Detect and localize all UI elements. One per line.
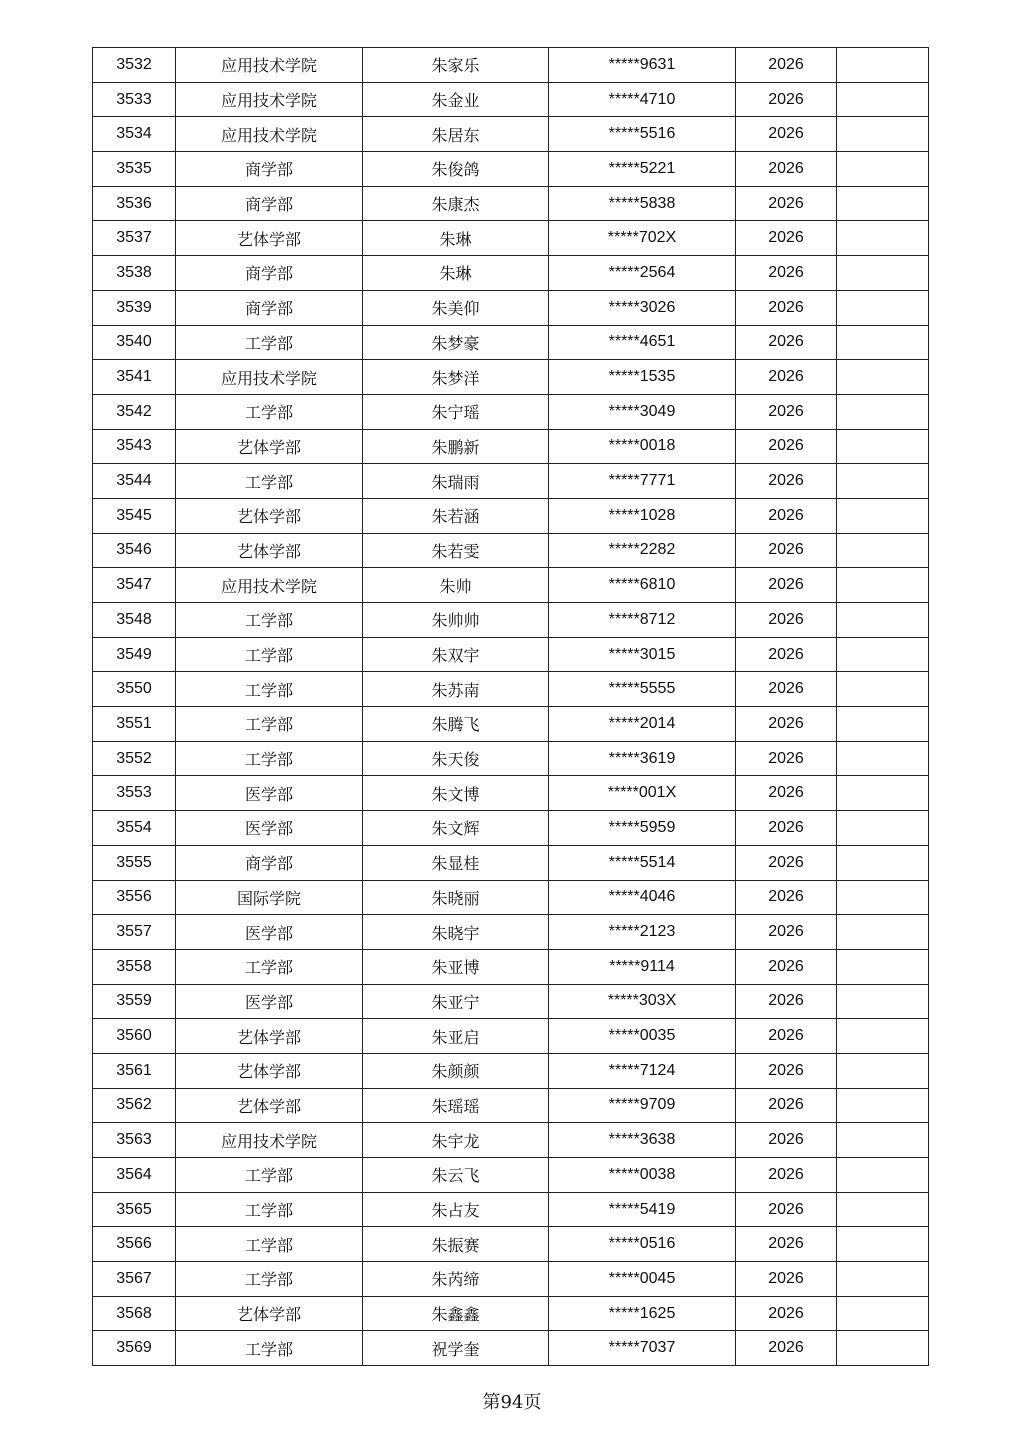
year-cell: 2026 [736,880,837,915]
note-cell [837,360,929,395]
masked-id-cell: *****1625 [549,1296,736,1331]
year-cell: 2026 [736,1088,837,1123]
department-cell: 商学部 [176,845,363,880]
year-cell: 2026 [736,498,837,533]
table-row [93,672,929,707]
student-name-cell: 朱天俊 [363,741,549,776]
department-cell: 商学部 [176,152,363,187]
student-name-cell: 朱鑫鑫 [363,1296,549,1331]
note-cell [837,1053,929,1088]
masked-id-cell: *****1028 [549,498,736,533]
year-cell: 2026 [736,152,837,187]
roster-table-body [93,48,929,1366]
row-number-cell: 3566 [93,1227,176,1262]
department-cell: 医学部 [176,811,363,846]
student-name-cell: 朱苏南 [363,672,549,707]
note-cell [837,256,929,291]
student-name-cell: 朱亚博 [363,949,549,984]
note-cell [837,186,929,221]
masked-id-cell: *****3619 [549,741,736,776]
masked-id-cell: *****3638 [549,1123,736,1158]
masked-id-cell: *****5514 [549,845,736,880]
year-cell: 2026 [736,256,837,291]
table-row [93,221,929,256]
note-cell [837,429,929,464]
department-cell: 工学部 [176,1331,363,1366]
masked-id-cell: *****0045 [549,1262,736,1297]
student-name-cell: 朱梦豪 [363,325,549,360]
masked-id-cell: *****6810 [549,568,736,603]
student-name-cell: 朱居东 [363,117,549,152]
note-cell [837,48,929,83]
year-cell: 2026 [736,82,837,117]
masked-id-cell: *****3026 [549,290,736,325]
table-row [93,533,929,568]
student-name-cell: 朱颜颜 [363,1053,549,1088]
note-cell [837,117,929,152]
note-cell [837,82,929,117]
department-cell: 国际学院 [176,880,363,915]
department-cell: 应用技术学院 [176,568,363,603]
department-cell: 商学部 [176,290,363,325]
table-row [93,1158,929,1193]
row-number-cell: 3539 [93,290,176,325]
department-cell: 艺体学部 [176,1053,363,1088]
row-number-cell: 3534 [93,117,176,152]
row-number-cell: 3559 [93,984,176,1019]
year-cell: 2026 [736,290,837,325]
year-cell: 2026 [736,672,837,707]
row-number-cell: 3550 [93,672,176,707]
masked-id-cell: *****2014 [549,707,736,742]
masked-id-cell: *****5516 [549,117,736,152]
row-number-cell: 3548 [93,603,176,638]
masked-id-cell: *****5221 [549,152,736,187]
row-number-cell: 3569 [93,1331,176,1366]
year-cell: 2026 [736,429,837,464]
department-cell: 艺体学部 [176,221,363,256]
masked-id-cell: *****4046 [549,880,736,915]
table-row [93,603,929,638]
department-cell: 医学部 [176,915,363,950]
row-number-cell: 3547 [93,568,176,603]
year-cell: 2026 [736,117,837,152]
note-cell [837,152,929,187]
department-cell: 应用技术学院 [176,1123,363,1158]
year-cell: 2026 [736,811,837,846]
row-number-cell: 3549 [93,637,176,672]
year-cell: 2026 [736,464,837,499]
student-name-cell: 朱琳 [363,221,549,256]
table-row [93,82,929,117]
row-number-cell: 3535 [93,152,176,187]
row-number-cell: 3542 [93,394,176,429]
department-cell: 工学部 [176,603,363,638]
year-cell: 2026 [736,949,837,984]
student-name-cell: 朱美仰 [363,290,549,325]
year-cell: 2026 [736,845,837,880]
row-number-cell: 3561 [93,1053,176,1088]
note-cell [837,1296,929,1331]
masked-id-cell: *****9709 [549,1088,736,1123]
year-cell: 2026 [736,394,837,429]
note-cell [837,880,929,915]
masked-id-cell: *****4710 [549,82,736,117]
note-cell [837,533,929,568]
masked-id-cell: *****3015 [549,637,736,672]
masked-id-cell: *****5838 [549,186,736,221]
year-cell: 2026 [736,325,837,360]
department-cell: 医学部 [176,984,363,1019]
year-cell: 2026 [736,1331,837,1366]
department-cell: 工学部 [176,394,363,429]
department-cell: 艺体学部 [176,429,363,464]
department-cell: 工学部 [176,707,363,742]
note-cell [837,1262,929,1297]
table-row [93,880,929,915]
student-name-cell: 朱琳 [363,256,549,291]
table-row [93,845,929,880]
department-cell: 艺体学部 [176,1088,363,1123]
roster-table [92,47,929,1366]
student-name-cell: 祝学奎 [363,1331,549,1366]
department-cell: 艺体学部 [176,1019,363,1054]
department-cell: 医学部 [176,776,363,811]
note-cell [837,603,929,638]
table-row [93,464,929,499]
student-name-cell: 朱文博 [363,776,549,811]
department-cell: 工学部 [176,1262,363,1297]
table-row [93,117,929,152]
masked-id-cell: *****7037 [549,1331,736,1366]
note-cell [837,394,929,429]
department-cell: 商学部 [176,256,363,291]
student-name-cell: 朱显桂 [363,845,549,880]
note-cell [837,845,929,880]
page-number: 第94页 [482,1392,542,1413]
row-number-cell: 3562 [93,1088,176,1123]
note-cell [837,984,929,1019]
year-cell: 2026 [736,1227,837,1262]
year-cell: 2026 [736,1192,837,1227]
year-cell: 2026 [736,1123,837,1158]
student-name-cell: 朱若涵 [363,498,549,533]
department-cell: 工学部 [176,1158,363,1193]
masked-id-cell: *****2564 [549,256,736,291]
row-number-cell: 3567 [93,1262,176,1297]
note-cell [837,325,929,360]
department-cell: 工学部 [176,1227,363,1262]
note-cell [837,915,929,950]
department-cell: 应用技术学院 [176,82,363,117]
year-cell: 2026 [736,186,837,221]
department-cell: 艺体学部 [176,498,363,533]
table-row [93,1331,929,1366]
student-name-cell: 朱占友 [363,1192,549,1227]
student-name-cell: 朱瑶瑶 [363,1088,549,1123]
masked-id-cell: *****1535 [549,360,736,395]
masked-id-cell: *****0018 [549,429,736,464]
department-cell: 应用技术学院 [176,360,363,395]
department-cell: 工学部 [176,672,363,707]
note-cell [837,1088,929,1123]
table-row [93,325,929,360]
table-row [93,394,929,429]
masked-id-cell: *****303X [549,984,736,1019]
row-number-cell: 3557 [93,915,176,950]
year-cell: 2026 [736,984,837,1019]
student-name-cell: 朱若雯 [363,533,549,568]
department-cell: 应用技术学院 [176,117,363,152]
student-name-cell: 朱晓宇 [363,915,549,950]
row-number-cell: 3532 [93,48,176,83]
student-name-cell: 朱俊鸽 [363,152,549,187]
year-cell: 2026 [736,568,837,603]
year-cell: 2026 [736,48,837,83]
row-number-cell: 3536 [93,186,176,221]
department-cell: 艺体学部 [176,533,363,568]
row-number-cell: 3541 [93,360,176,395]
year-cell: 2026 [736,221,837,256]
row-number-cell: 3553 [93,776,176,811]
table-row [93,568,929,603]
department-cell: 工学部 [176,1192,363,1227]
row-number-cell: 3568 [93,1296,176,1331]
table-row [93,949,929,984]
table-row [93,1262,929,1297]
note-cell [837,568,929,603]
row-number-cell: 3537 [93,221,176,256]
year-cell: 2026 [736,707,837,742]
year-cell: 2026 [736,1053,837,1088]
table-row [93,1227,929,1262]
student-name-cell: 朱鹏新 [363,429,549,464]
masked-id-cell: *****001X [549,776,736,811]
year-cell: 2026 [736,603,837,638]
year-cell: 2026 [736,1019,837,1054]
masked-id-cell: *****0038 [549,1158,736,1193]
note-cell [837,290,929,325]
table-row [93,1192,929,1227]
table-row [93,741,929,776]
year-cell: 2026 [736,533,837,568]
row-number-cell: 3560 [93,1019,176,1054]
table-row [93,637,929,672]
department-cell: 工学部 [176,464,363,499]
row-number-cell: 3545 [93,498,176,533]
year-cell: 2026 [736,360,837,395]
masked-id-cell: *****7124 [549,1053,736,1088]
year-cell: 2026 [736,915,837,950]
table-row [93,1123,929,1158]
department-cell: 商学部 [176,186,363,221]
department-cell: 工学部 [176,637,363,672]
student-name-cell: 朱梦洋 [363,360,549,395]
student-name-cell: 朱亚启 [363,1019,549,1054]
year-cell: 2026 [736,1158,837,1193]
note-cell [837,1331,929,1366]
masked-id-cell: *****702X [549,221,736,256]
table-row [93,915,929,950]
note-cell [837,1019,929,1054]
table-row [93,776,929,811]
note-cell [837,1192,929,1227]
row-number-cell: 3552 [93,741,176,776]
masked-id-cell: *****7771 [549,464,736,499]
department-cell: 工学部 [176,741,363,776]
student-name-cell: 朱文辉 [363,811,549,846]
student-name-cell: 朱宇龙 [363,1123,549,1158]
table-row [93,256,929,291]
row-number-cell: 3565 [93,1192,176,1227]
student-name-cell: 朱瑞雨 [363,464,549,499]
student-name-cell: 朱宁瑶 [363,394,549,429]
note-cell [837,498,929,533]
table-row [93,1019,929,1054]
department-cell: 艺体学部 [176,1296,363,1331]
row-number-cell: 3540 [93,325,176,360]
table-row [93,498,929,533]
masked-id-cell: *****0035 [549,1019,736,1054]
student-name-cell: 朱晓丽 [363,880,549,915]
masked-id-cell: *****9631 [549,48,736,83]
row-number-cell: 3558 [93,949,176,984]
student-name-cell: 朱振赛 [363,1227,549,1262]
row-number-cell: 3554 [93,811,176,846]
note-cell [837,776,929,811]
row-number-cell: 3556 [93,880,176,915]
row-number-cell: 3551 [93,707,176,742]
masked-id-cell: *****5959 [549,811,736,846]
masked-id-cell: *****9114 [549,949,736,984]
table-row [93,984,929,1019]
table-row [93,707,929,742]
masked-id-cell: *****8712 [549,603,736,638]
note-cell [837,1123,929,1158]
department-cell: 工学部 [176,325,363,360]
row-number-cell: 3563 [93,1123,176,1158]
department-cell: 工学部 [176,949,363,984]
note-cell [837,1227,929,1262]
masked-id-cell: *****5555 [549,672,736,707]
note-cell [837,464,929,499]
masked-id-cell: *****0516 [549,1227,736,1262]
student-name-cell: 朱金业 [363,82,549,117]
row-number-cell: 3555 [93,845,176,880]
table-row [93,1053,929,1088]
row-number-cell: 3544 [93,464,176,499]
table-row [93,48,929,83]
table-row [93,811,929,846]
note-cell [837,221,929,256]
table-row [93,360,929,395]
note-cell [837,949,929,984]
student-name-cell: 朱云飞 [363,1158,549,1193]
student-name-cell: 朱芮缔 [363,1262,549,1297]
year-cell: 2026 [736,1296,837,1331]
note-cell [837,637,929,672]
table-row [93,186,929,221]
row-number-cell: 3543 [93,429,176,464]
student-name-cell: 朱康杰 [363,186,549,221]
student-name-cell: 朱亚宁 [363,984,549,1019]
table-row [93,290,929,325]
student-name-cell: 朱腾飞 [363,707,549,742]
student-name-cell: 朱帅帅 [363,603,549,638]
masked-id-cell: *****3049 [549,394,736,429]
table-row [93,1296,929,1331]
table-row [93,152,929,187]
masked-id-cell: *****2282 [549,533,736,568]
student-name-cell: 朱帅 [363,568,549,603]
masked-id-cell: *****5419 [549,1192,736,1227]
row-number-cell: 3564 [93,1158,176,1193]
row-number-cell: 3538 [93,256,176,291]
year-cell: 2026 [736,776,837,811]
note-cell [837,811,929,846]
department-cell: 应用技术学院 [176,48,363,83]
masked-id-cell: *****2123 [549,915,736,950]
student-name-cell: 朱家乐 [363,48,549,83]
note-cell [837,672,929,707]
table-row [93,429,929,464]
row-number-cell: 3546 [93,533,176,568]
row-number-cell: 3533 [93,82,176,117]
table-row [93,1088,929,1123]
year-cell: 2026 [736,637,837,672]
note-cell [837,741,929,776]
year-cell: 2026 [736,741,837,776]
year-cell: 2026 [736,1262,837,1297]
note-cell [837,707,929,742]
note-cell [837,1158,929,1193]
student-name-cell: 朱双宇 [363,637,549,672]
masked-id-cell: *****4651 [549,325,736,360]
